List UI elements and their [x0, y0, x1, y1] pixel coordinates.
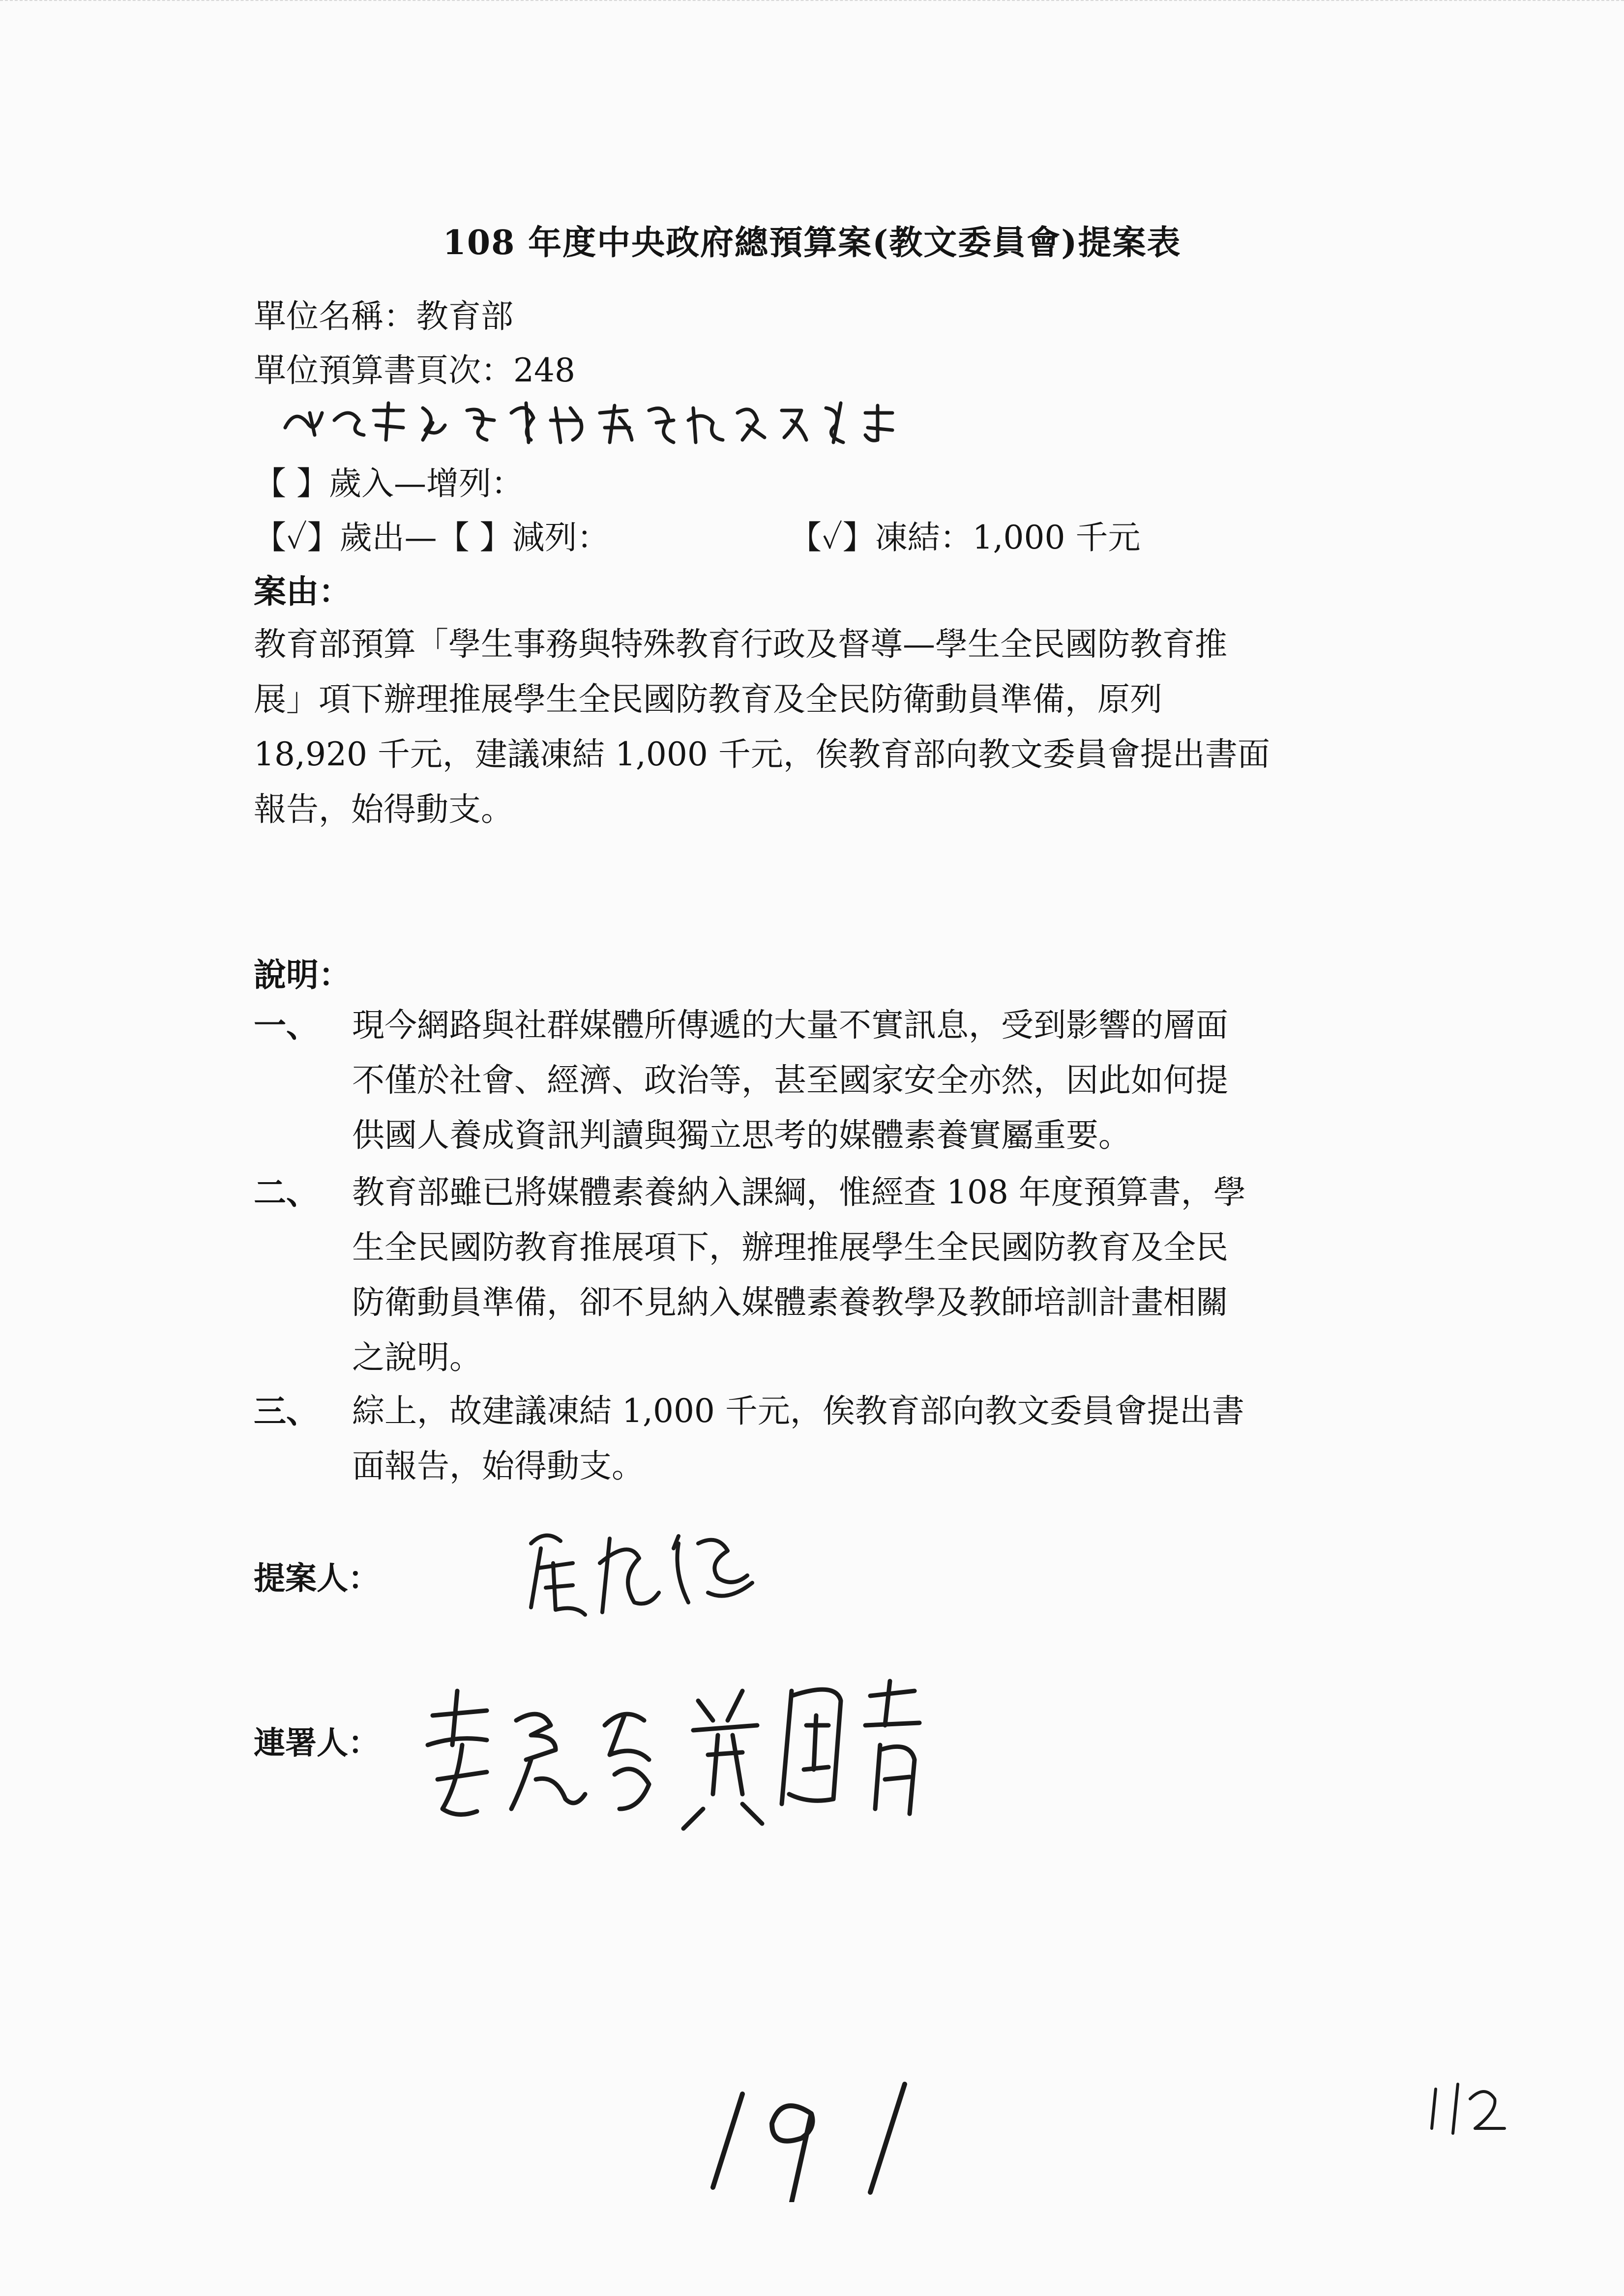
item-line: 面報告，始得動支。	[352, 1447, 644, 1485]
item-line: 防衛動員準備，卻不見納入媒體素養教學及教師培訓計畫相關	[352, 1283, 1228, 1321]
item-line: 不僅於社會、經濟、政治等，甚至國家安全亦然，因此如何提	[352, 1061, 1228, 1099]
item-number: 一、	[254, 1006, 319, 1045]
form-title: 108 年度中央政府總預算案(教文委員會)提案表	[443, 223, 1181, 262]
item-number: 三、	[254, 1392, 319, 1430]
proposer-label: 提案人：	[254, 1560, 380, 1597]
reason-heading: 案由：	[254, 572, 351, 610]
reason-line: 教育部預算「學生事務與特殊教育行政及督導—學生全民國防教育推	[254, 625, 1227, 663]
item-line: 教育部雖已將媒體素養納入課綱，惟經查 108 年度預算書，學	[352, 1173, 1246, 1211]
handwritten-sheet-number	[1421, 2079, 1519, 2138]
item-line: 生全民國防教育推展項下，辦理推展學生全民國防教育及全民	[352, 1228, 1228, 1266]
budget-page: 單位預算書頁次：248	[254, 351, 575, 389]
reason-line: 展」項下辦理推展學生全民國防教育及全民防衛動員準備，原列	[254, 680, 1162, 718]
reason-body	[254, 617, 1385, 837]
item-line: 供國人養成資訊判讀與獨立思考的媒體素養實屬重要。	[352, 1116, 1131, 1154]
revenue-line: 【 】歲入—增列：	[254, 465, 524, 502]
handwritten-program-name	[275, 393, 915, 447]
item-line: 綜上，故建議凍結 1,000 千元，俟教育部向教文委員會提出書	[352, 1392, 1244, 1430]
item-line: 現今網路與社群媒體所傳遞的大量不實訊息，受到影響的層面	[352, 1006, 1228, 1044]
proposer-signature	[511, 1514, 806, 1627]
expenditure-reduce-line: 【✓】歲出—【 】減列：	[254, 519, 610, 556]
unit-name: 單位名稱：教育部	[254, 297, 513, 335]
item-number: 二、	[254, 1173, 319, 1212]
item-line: 之說明。	[352, 1338, 482, 1376]
cosigner-signatures	[418, 1661, 1008, 1848]
freeze-amount-line: 【✓】凍結：1,000 千元	[789, 519, 1141, 556]
explanation-heading: 說明：	[254, 956, 351, 994]
handwritten-page-number	[698, 2074, 934, 2202]
reason-line: 報告，始得動支。	[254, 790, 513, 828]
reason-line: 18,920 千元，建議凍結 1,000 千元，俟教育部向教文委員會提出書面	[254, 735, 1270, 773]
cosigner-label: 連署人：	[254, 1725, 380, 1762]
